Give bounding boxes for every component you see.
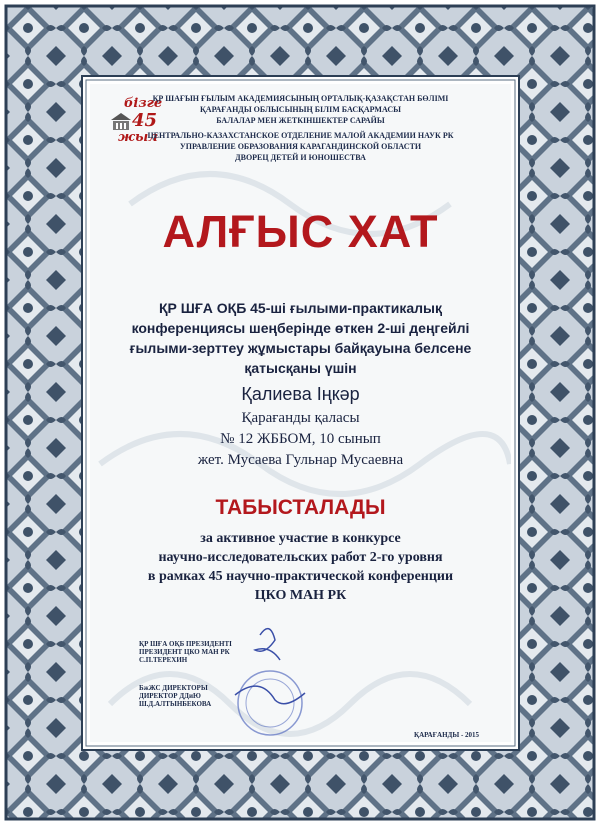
recipient-supervisor: жет. Мусаева Гульнар Мусаевна (197, 452, 404, 468)
reason-line: ғылыми-зерттеу жұмыстары байқауына белсене (129, 340, 472, 356)
header-russian (90, 130, 511, 163)
header-kz-line: БАЛАЛАР МЕН ЖЕТКІНШЕКТЕР САРАЙЫ (216, 116, 385, 125)
award-description (90, 529, 511, 605)
description-line: ЦКО МАН РК (254, 588, 347, 603)
header-ru-line: УПРАВЛЕНИЕ ОБРАЗОВАНИЯ КАРАГАНДИНСКОЙ ОБЛАСТИ (179, 142, 422, 151)
description-line: за активное участие в конкурсе (200, 531, 401, 546)
signature-stamp (215, 615, 335, 740)
header-kz-line: ҚР ШАҒЫН ҒЫЛЫМ АКАДЕМИЯСЫНЫҢ ОРТАЛЫҚ-ҚАЗАҚСТАН БӨЛІМІ (152, 94, 449, 103)
city-year: ҚАРАҒАНДЫ - 2015 (414, 731, 480, 739)
header-ru-line: ДВОРЕЦ ДЕТЕЙ И ЮНОШЕСТВА (235, 153, 366, 162)
certificate-title: АЛҒЫС ХАТ (162, 206, 439, 257)
recipient-school: № 12 ЖББОМ, 10 сынып (220, 431, 381, 447)
recipient-city: Қарағанды қаласы (241, 410, 360, 426)
signature-title: БжЖС ДИРЕКТОРЫ (139, 684, 208, 692)
award-reason (90, 298, 511, 378)
signature-director (139, 684, 211, 708)
signature-title: ҚР ШҒА ОҚБ ПРЕЗИДЕНТІ (139, 640, 232, 648)
recipient-name: Қалиева Іңкәр (241, 384, 360, 404)
description-line: в рамках 45 научно-практической конференции (147, 569, 454, 584)
header-ru-line: ЦЕНТРАЛЬНО-КАЗАХСТАНСКОЕ ОТДЕЛЕНИЕ МАЛОЙ АКАДЕМИИ НАУК РК (147, 131, 454, 140)
signature-title: ДИРЕКТОР ДДиЮ (139, 692, 201, 700)
header-kz-line: ҚАРАҒАНДЫ ОБЛЫСЫНЫҢ БІЛІМ БАСҚАРМАСЫ (200, 105, 401, 114)
description-line: научно-исследовательских работ 2-го уровня (158, 550, 443, 565)
awarded-heading: ТАБЫСТАЛАДЫ (215, 496, 386, 519)
reason-line: конференциясы шеңберінде өткен 2-ші деңгейлі (131, 320, 470, 336)
anniversary-logo: бізге 45 жыл (110, 96, 166, 152)
reason-line: қатысқаны үшін (244, 360, 357, 376)
reason-line: ҚР ШҒА ОҚБ 45-ші ғылыми-практикалық (158, 300, 443, 316)
signature-name: Ш.Д.АЛТЫНБЕКОВА (139, 700, 212, 708)
header-kazakh (90, 93, 511, 126)
signature-title: ПРЕЗИДЕНТ ЦКО МАН РК (139, 648, 230, 656)
recipient-details (90, 408, 511, 471)
signature-name: С.П.ТЕРЕХИН (139, 656, 188, 664)
